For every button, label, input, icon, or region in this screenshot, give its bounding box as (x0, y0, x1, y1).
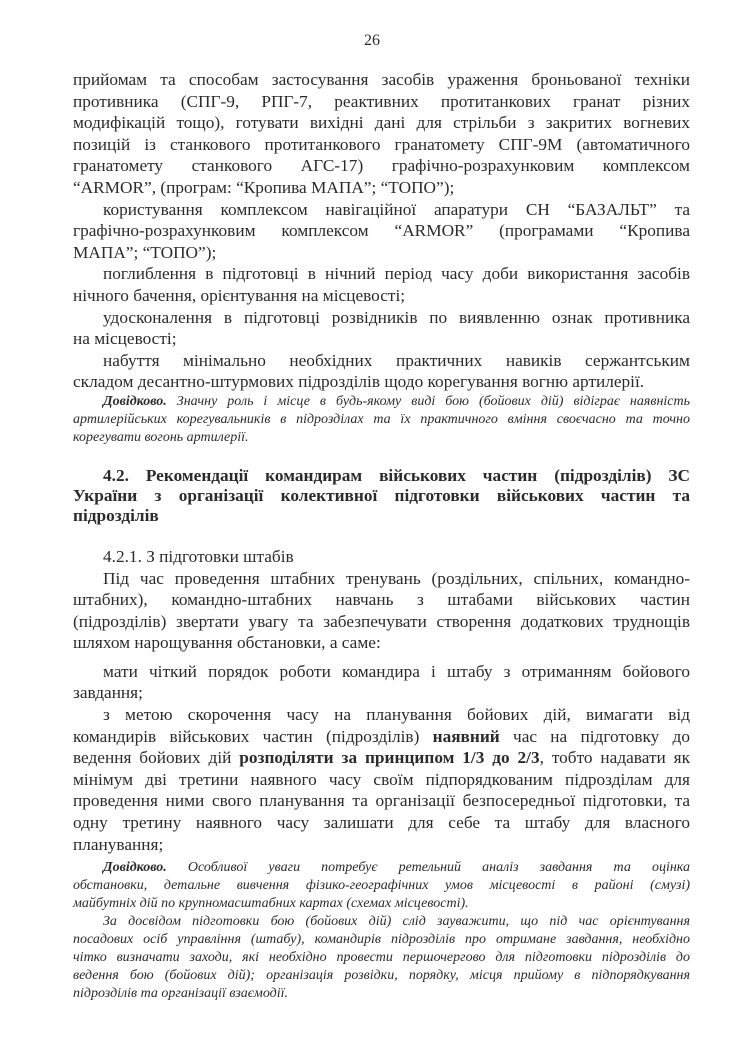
text-line: підрозділів (73, 505, 159, 525)
text-line: ведення бою (бойових дій); організація розвідки, порядку, місця прийому в підпорядкування (73, 968, 690, 984)
reference-note (73, 393, 690, 447)
text-line: “ARMOR”, (програм: “Кропива МАПА”; “ТОПО”); (73, 177, 455, 197)
text-line: графічно-розрахунковим комплексом “ARMOR” (програмами “Кропива (73, 221, 690, 241)
text-line: штабних), командно-штабних навчань з штабами військових частин (73, 590, 690, 610)
paragraph (73, 350, 690, 393)
text-line: поглиблення в підготовці в нічний період часу доби використання засобів (103, 264, 690, 284)
text-line: Під час проведення штабних тренувань (роздільних, спільних, командно- (103, 568, 690, 588)
section-heading (73, 466, 690, 526)
text-segment: час на підготовку до (499, 726, 690, 746)
text-line (73, 859, 690, 877)
reference-note (73, 859, 690, 913)
text-line: користування комплексом навігаційної апаратури СН “БАЗАЛЬТ” та (103, 199, 690, 219)
bold-text: наявний (432, 726, 500, 746)
text-line: завдання; (73, 683, 143, 703)
text-line: гранатомету станкового АГС-17) графічно-розрахунковим комплексом (73, 156, 690, 176)
paragraph (73, 307, 690, 350)
subsection-heading (73, 546, 690, 568)
text-segment: ведення бойових дій (73, 748, 240, 768)
page-number: 26 (364, 32, 380, 49)
text-line: МАПА”; “ТОПО”); (73, 242, 217, 262)
text-line: підрозділів та організації взаємодії. (73, 986, 288, 1002)
text-line: планування; (73, 834, 164, 854)
paragraph (73, 199, 690, 264)
text-line: посадових осіб управління (штабу), командирів підрозділів про отримане завдання, необхідно (73, 932, 690, 948)
text-line: позицій із станкового протитанкового гранатомету СПГ-9М (автоматичного (73, 134, 690, 154)
paragraph (73, 704, 690, 855)
text-line: мінімум дві третини наявного часу своїм підпорядкованим підрозділам для (73, 769, 690, 789)
text-line: проведення ними свого планування та організації безпосередньої підготовки, та (73, 791, 690, 811)
text-line: 4.2. Рекомендації командирам військових частин (підрозділів) ЗС (103, 465, 690, 485)
document-body (73, 69, 690, 1003)
paragraph (73, 263, 690, 306)
bold-text: Довідково. (103, 393, 167, 409)
text-segment: Значну роль і місце в будь-якому виді бою (бойових дій) відіграє наявність (166, 393, 690, 409)
text-line: шляхом нарощування обстановки, а саме: (73, 633, 381, 653)
text-line: мати чіткий порядок роботи командира і штабу з отриманням бойового (103, 661, 690, 681)
text-line (73, 747, 690, 769)
text-line: удосконалення в підготовці розвідників по виявленню ознак противника (103, 307, 690, 327)
text-line: За досвідом підготовки бою (бойових дій) слід зауважити, що під час орієнтування (103, 914, 690, 930)
text-line: України з організації колективної підготовки військових частин та (73, 485, 690, 505)
text-line: противника (СПГ-9, РПГ-7, реактивних протитанкових гранат різних (73, 91, 690, 111)
text-line: (підрозділів) звертати увагу та забезпечувати створення додаткових труднощів (73, 611, 690, 631)
text-line: модифікацій тощо), готувати вихідні дані для стрільби з закритих вогневих (73, 113, 690, 133)
text-line: на місцевості; (73, 329, 177, 349)
paragraph (73, 661, 690, 704)
text-line: чітко визначати заходи, які необхідно провести першочергово для підготовки підрозділів до (73, 950, 690, 966)
bold-text: розподіляти за принципом 1/3 до 2/3 (239, 748, 540, 768)
text-line: майбутніх дій по крупномасштабних картах (схемах місцевості). (73, 896, 469, 912)
text-line: 4.2.1. З підготовки штабів (103, 546, 294, 566)
paragraph (73, 69, 690, 199)
text-line: корегувати вогонь артилерії. (73, 429, 249, 445)
text-segment: командирів військових частин (підрозділів) (73, 726, 433, 746)
text-line: набуття мінімально необхідних практичних навиків сержантським (103, 350, 690, 370)
paragraph (73, 568, 690, 654)
text-segment: , тобто надавати як (539, 748, 690, 768)
text-line (73, 726, 690, 748)
text-line (73, 393, 690, 411)
text-line: прийомам та способам застосування засобів ураження броньованої техніки (73, 70, 690, 89)
bold-text: Довідково. (103, 860, 167, 876)
text-line: артилерійських корегувальників в підрозділах та їх практичного вміння своєчасно та точно (73, 411, 690, 427)
text-line: з метою скорочення часу на планування бойових дій, вимагати від (103, 705, 690, 725)
text-line: обстановки, детальне вивчення фізико-географічних умов місцевості в районі (смузі) (73, 878, 690, 894)
text-segment: Особливої уваги потребує ретельний аналіз завдання та оцінка (166, 860, 690, 876)
text-line: нічного бачення, орієнтування на місцевості; (73, 285, 406, 305)
reference-note (73, 913, 690, 1003)
text-line: одну третину наявного часу залишати для себе та штабу для власного (73, 813, 690, 833)
text-line: складом десантно-штурмових підрозділів щодо корегування вогню артилерії. (73, 372, 645, 392)
